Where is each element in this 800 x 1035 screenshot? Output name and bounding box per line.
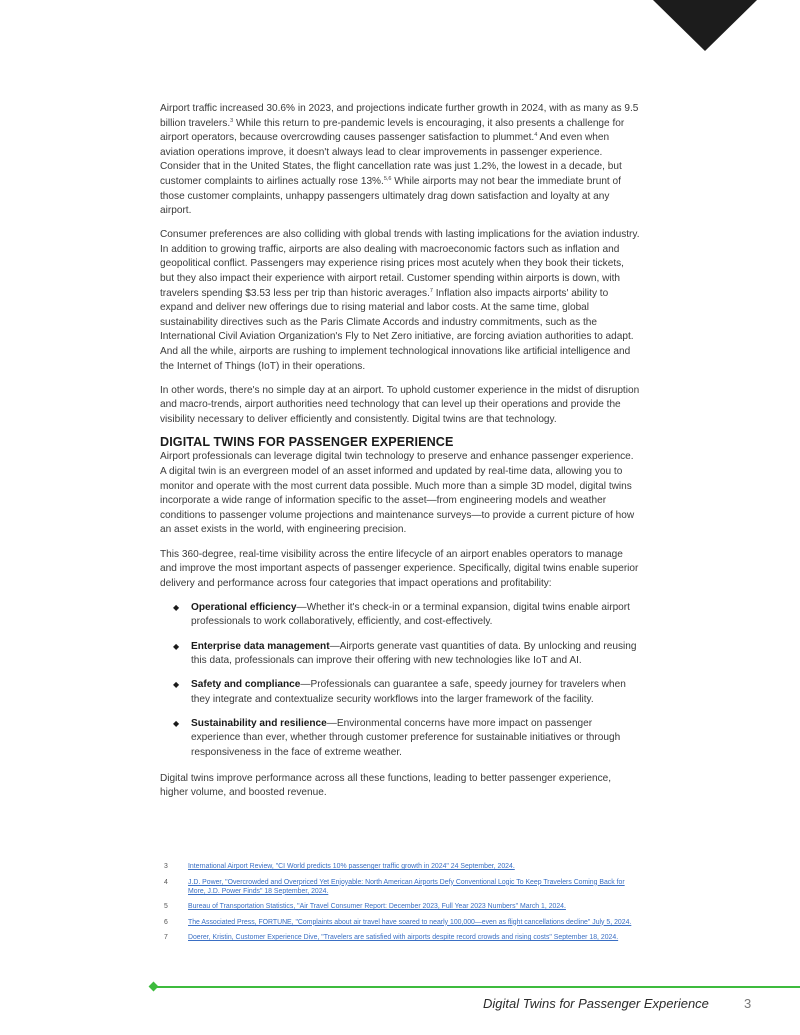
footnote-number: 3 [164, 863, 168, 870]
list-item: ◆ Sustainability and resilience—Environmental concerns have more impact on passenger experience than ever, whether through customer preference for sustainable initiatives or through responsiveness in the face of extreme weather. [173, 717, 621, 759]
footer-title: Digital Twins for Passenger Experience [483, 996, 709, 1011]
footnotes [160, 862, 640, 949]
list-item: ◆ Enterprise data management—Airports generate vast quantities of data. By unlocking and reusing this data, professionals can improve their offering with new technologies like IoT and AI. [173, 640, 637, 667]
footnote-link[interactable]: International Airport Review, "CI World predicts 10% passenger traffic growth in 2024" 24 September, 2024. [188, 863, 515, 870]
diamond-bullet-icon: ◆ [173, 641, 180, 651]
footnote-ref[interactable]: 5,6 [383, 175, 392, 182]
page-number: 3 [744, 996, 752, 1011]
category-list [160, 601, 640, 761]
footnote-link[interactable]: J.D. Power, "Overcrowded and Overpriced Yet Enjoyable: North American Airports Defy Conventional Logic To Keep Travelers Coming Back for More, J.D. Power Finds" 18 September, 2024. [188, 878, 625, 895]
intro-paragraph-2: Consumer preferences are also colliding with global trends with lasting implications for the aviation industry. In addition to growing traffic, airports are also dealing with macroeconomic factors such as inflation and geopolitical conflict. Passengers may experience rising prices most acutely when they book their tickets, but they also impact their experience with airport retail. Customer spending within airports is down, with travelers spending $3.53 less per trip than historic averages.$^7$ Inflation also impacts airports' ability to expand and deliver new offerings due to rising material and labor costs. At the same time, global sustainability directives such as the Paris Climate Accords and industry commitments, such as the International Civil Aviation Organization's Fly to Net Zero initiative, are forcing aviation authorities to adapt. And all the while, airports are rushing to implement technological innovations like artificial intelligence and the Internet of Things (IoT) in their operations. [160, 229, 640, 372]
footnote [160, 918, 640, 927]
intro-paragraph-3: In other words, there's no simple day at an airport. To uphold customer experience in the midst of disruption and macro-trends, airport authorities need technology that can level up their operations and provide the visibility necessary to deliver efficiently and consistently. Digital twins are that technology. [160, 384, 640, 425]
section-paragraph-3: Digital twins improve performance across all these functions, leading to better passenger experience, higher volume, and boosted revenue. [160, 772, 612, 799]
footnote [160, 862, 640, 871]
corner-triangle-decoration [653, 0, 757, 51]
footnote-number: 4 [164, 878, 168, 886]
section-paragraph-1: Airport professionals can leverage digital twin technology to preserve and enhance passenger experience. A digital twin is an evergreen model of an asset informed and updated by real-time data, allowing you to monitor and operate with the most current data possible. Much more than a simple 3D model, digital twins incorporate a wide range of information specific to the asset—from engineering models and weather conditions to passenger volume projections and maintenance surveys—to provide a current picture of how an asset exists in the world, with engineering precision. [160, 451, 635, 536]
footnote-number: 6 [164, 918, 168, 926]
footnote-ref[interactable]: 7 [429, 287, 433, 294]
main-content [160, 102, 640, 810]
footnote-ref[interactable]: 4 [534, 132, 538, 139]
footnote-link[interactable]: Bureau of Transportation Statistics, "Air Travel Consumer Report: December 2023, Full Year 2023 Numbers" March 1, 2024. [188, 903, 566, 910]
list-item: ◆ Operational efficiency—Whether it's check-in or a terminal expansion, digital twins enable airport professionals to work collaboratively, efficiently, and cost-effectively. [173, 601, 630, 628]
diamond-bullet-icon: ◆ [173, 680, 180, 690]
footnote [160, 902, 640, 911]
section-paragraph-2: This 360-degree, real-time visibility across the entire lifecycle of an airport enables operators to manage and improve the most important aspects of passenger experience. Specifically, digital twins enable superior delivery and performance across four categories that impact operations and profitability: [160, 548, 639, 589]
diamond-bullet-icon: ◆ [173, 602, 180, 612]
footnote-link[interactable]: The Associated Press, FORTUNE, "Complaints about air travel have soared to nearly 100,000—even as flight cancellations decline" July 5, 2024. [188, 918, 632, 926]
footer-rule [153, 986, 800, 988]
footnote-ref[interactable]: 3 [230, 117, 234, 124]
diamond-bullet-icon: ◆ [173, 718, 180, 728]
section-heading: DIGITAL TWINS FOR PASSENGER EXPERIENCE [160, 435, 454, 450]
list-item: ◆ Safety and compliance—Professionals can guarantee a safe, speedy journey for travelers when they integrate and contextualize security workflows into the larger framework of the facility. [173, 679, 626, 705]
footnote [160, 933, 640, 942]
footnote-link[interactable]: Doerer, Kristin, Customer Experience Dive, "Travelers are satisfied with airports despite record crowds and rising costs" September 18, 2024. [188, 934, 619, 941]
footnote [160, 878, 640, 896]
intro-paragraph-1: Airport traffic increased 30.6% in 2023, and projections indicate further growth in 2024, with as many as 9.5 billion travelers.$^3$ While this return to pre-pandemic levels is encouraging, it also presents a challenge for airport operators, because overcrowding causes passenger satisfaction to plummet.$^4$ And even when aviation operations improve, it doesn't always lead to clear improvements in passenger experience. Consider that in the United States, the flight cancellation rate was just 1.2%, the lowest in a decade, but customer complaints to airlines actually rose 13%.$^{5,6}$ While airports may not bear the immediate brunt of those customer complaints, unhappy passengers ultimately drag down satisfaction and loyalty at any airport. [160, 103, 639, 217]
footnote-number: 5 [164, 903, 168, 910]
footnote-number: 7 [164, 934, 168, 941]
